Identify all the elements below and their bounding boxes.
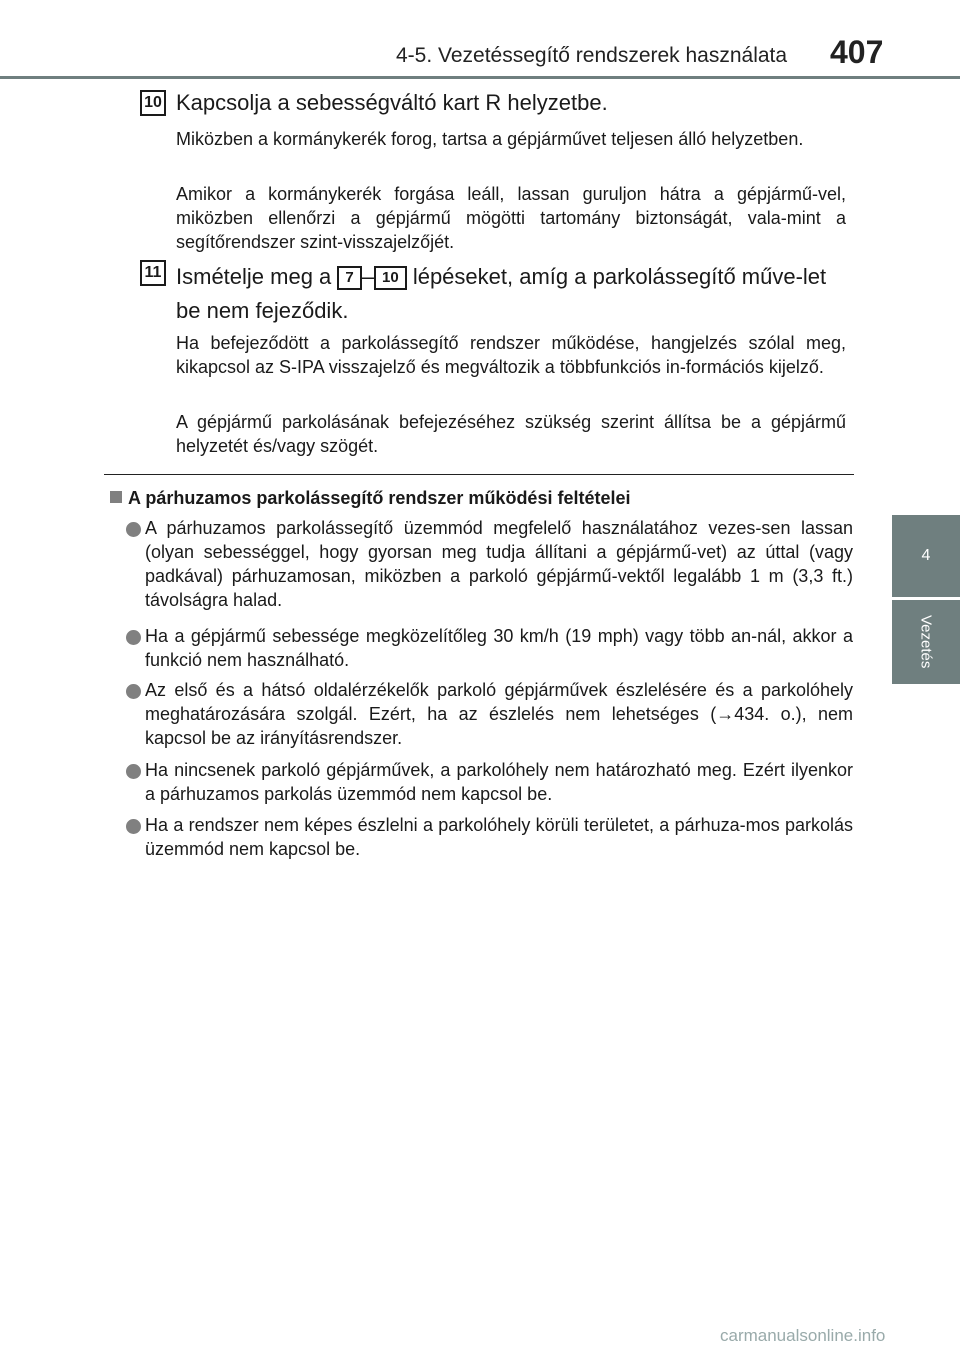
bullet-icon — [126, 819, 141, 834]
bullet-icon — [126, 764, 141, 779]
page-number: 407 — [830, 34, 884, 70]
bullet-icon — [126, 522, 141, 537]
chapter-tab: 4 — [892, 515, 960, 597]
step-11-title-end: lépéseket, amíg a parkolássegítő műve-let be nem fejeződik. — [176, 264, 827, 323]
step-11-paragraph-2: A gépjármű parkolásának befejezéséhez szükség szerint állítsa be a gépjármű helyzetét és/vagy szögét. — [176, 412, 846, 456]
step-ref-badge-7: 7 — [337, 266, 361, 290]
step-11-title-start: Ismételje meg a — [176, 264, 332, 289]
step-title-11 — [176, 260, 856, 328]
watermark: carmanualsonline.info — [720, 1326, 886, 1345]
bullet-text-4: Ha nincsenek parkoló gépjárművek, a parkolóhely nem határozható meg. Ezért ilyenkor a párhuzamos parkolás üzemmód nem kapcsol be. — [145, 760, 853, 804]
bullet-text-3: Az első és a hátsó oldalérzékelők parkoló gépjárművek észlelésére és a parkolóhely meghatározására szolgál. Ezért, ha az észlelés nem lehetséges (→434. o.), nem kapcsol be az irányításrendszer. — [145, 680, 853, 748]
chapter-label: Vezetés — [892, 600, 960, 684]
step-badge-11: 11 — [140, 260, 166, 286]
step-title-10: Kapcsolja a sebességváltó kart R helyzetbe. — [176, 90, 608, 115]
bullet-icon — [126, 684, 141, 699]
section-heading-text: A párhuzamos parkolássegítő rendszer működési feltételei — [128, 488, 631, 508]
step-badge-10: 10 — [140, 90, 166, 116]
step-11-paragraph-1: Ha befejeződött a parkolássegítő rendszer működése, hangjelzés szólal meg, kikapcsol az S-IPA visszajelző és megváltozik a többfunkciós in-formációs kijelző. — [176, 333, 846, 377]
bullet-text-1: A párhuzamos parkolássegítő üzemmód megfelelő használatához vezes-sen lassan (olyan sebességgel, hogy gyorsan meg tudja állítani a gépjármű-vet) az úttal (vagy padkával) párhuzamosan, miközben a parkoló gépjármű-vektől legalább 1 m (3,3 ft.) távolságra halad. — [145, 518, 853, 610]
step-ref-dash: – — [361, 264, 375, 289]
step-10-paragraph-1: Miközben a kormánykerék forog, tartsa a gépjárművet teljesen álló helyzetben. — [176, 129, 804, 149]
heading-square-icon — [110, 491, 122, 503]
section-heading — [110, 485, 631, 511]
step-10-paragraph-2: Amikor a kormánykerék forgása leáll, lassan guruljon hátra a gépjármű-vel, miközben ellenőrzi a gépjármű mögötti tartomány biztonságát, vala-mint a segítőrendszer szint-visszajelzőjét. — [176, 184, 846, 252]
section-divider — [104, 474, 854, 475]
bullet-text-5: Ha a rendszer nem képes észlelni a parkolóhely körüli területet, a párhuza-mos parkolás üzemmód nem kapcsol be. — [145, 815, 853, 859]
header-divider — [0, 76, 960, 79]
step-ref-badge-10: 10 — [374, 266, 407, 290]
header-section-title: 4-5. Vezetéssegítő rendszerek használata — [396, 44, 788, 67]
bullet-text-2: Ha a gépjármű sebessége megközelítőleg 30 km/h (19 mph) vagy több an-nál, akkor a funkció nem használható. — [145, 626, 853, 670]
bullet-icon — [126, 630, 141, 645]
